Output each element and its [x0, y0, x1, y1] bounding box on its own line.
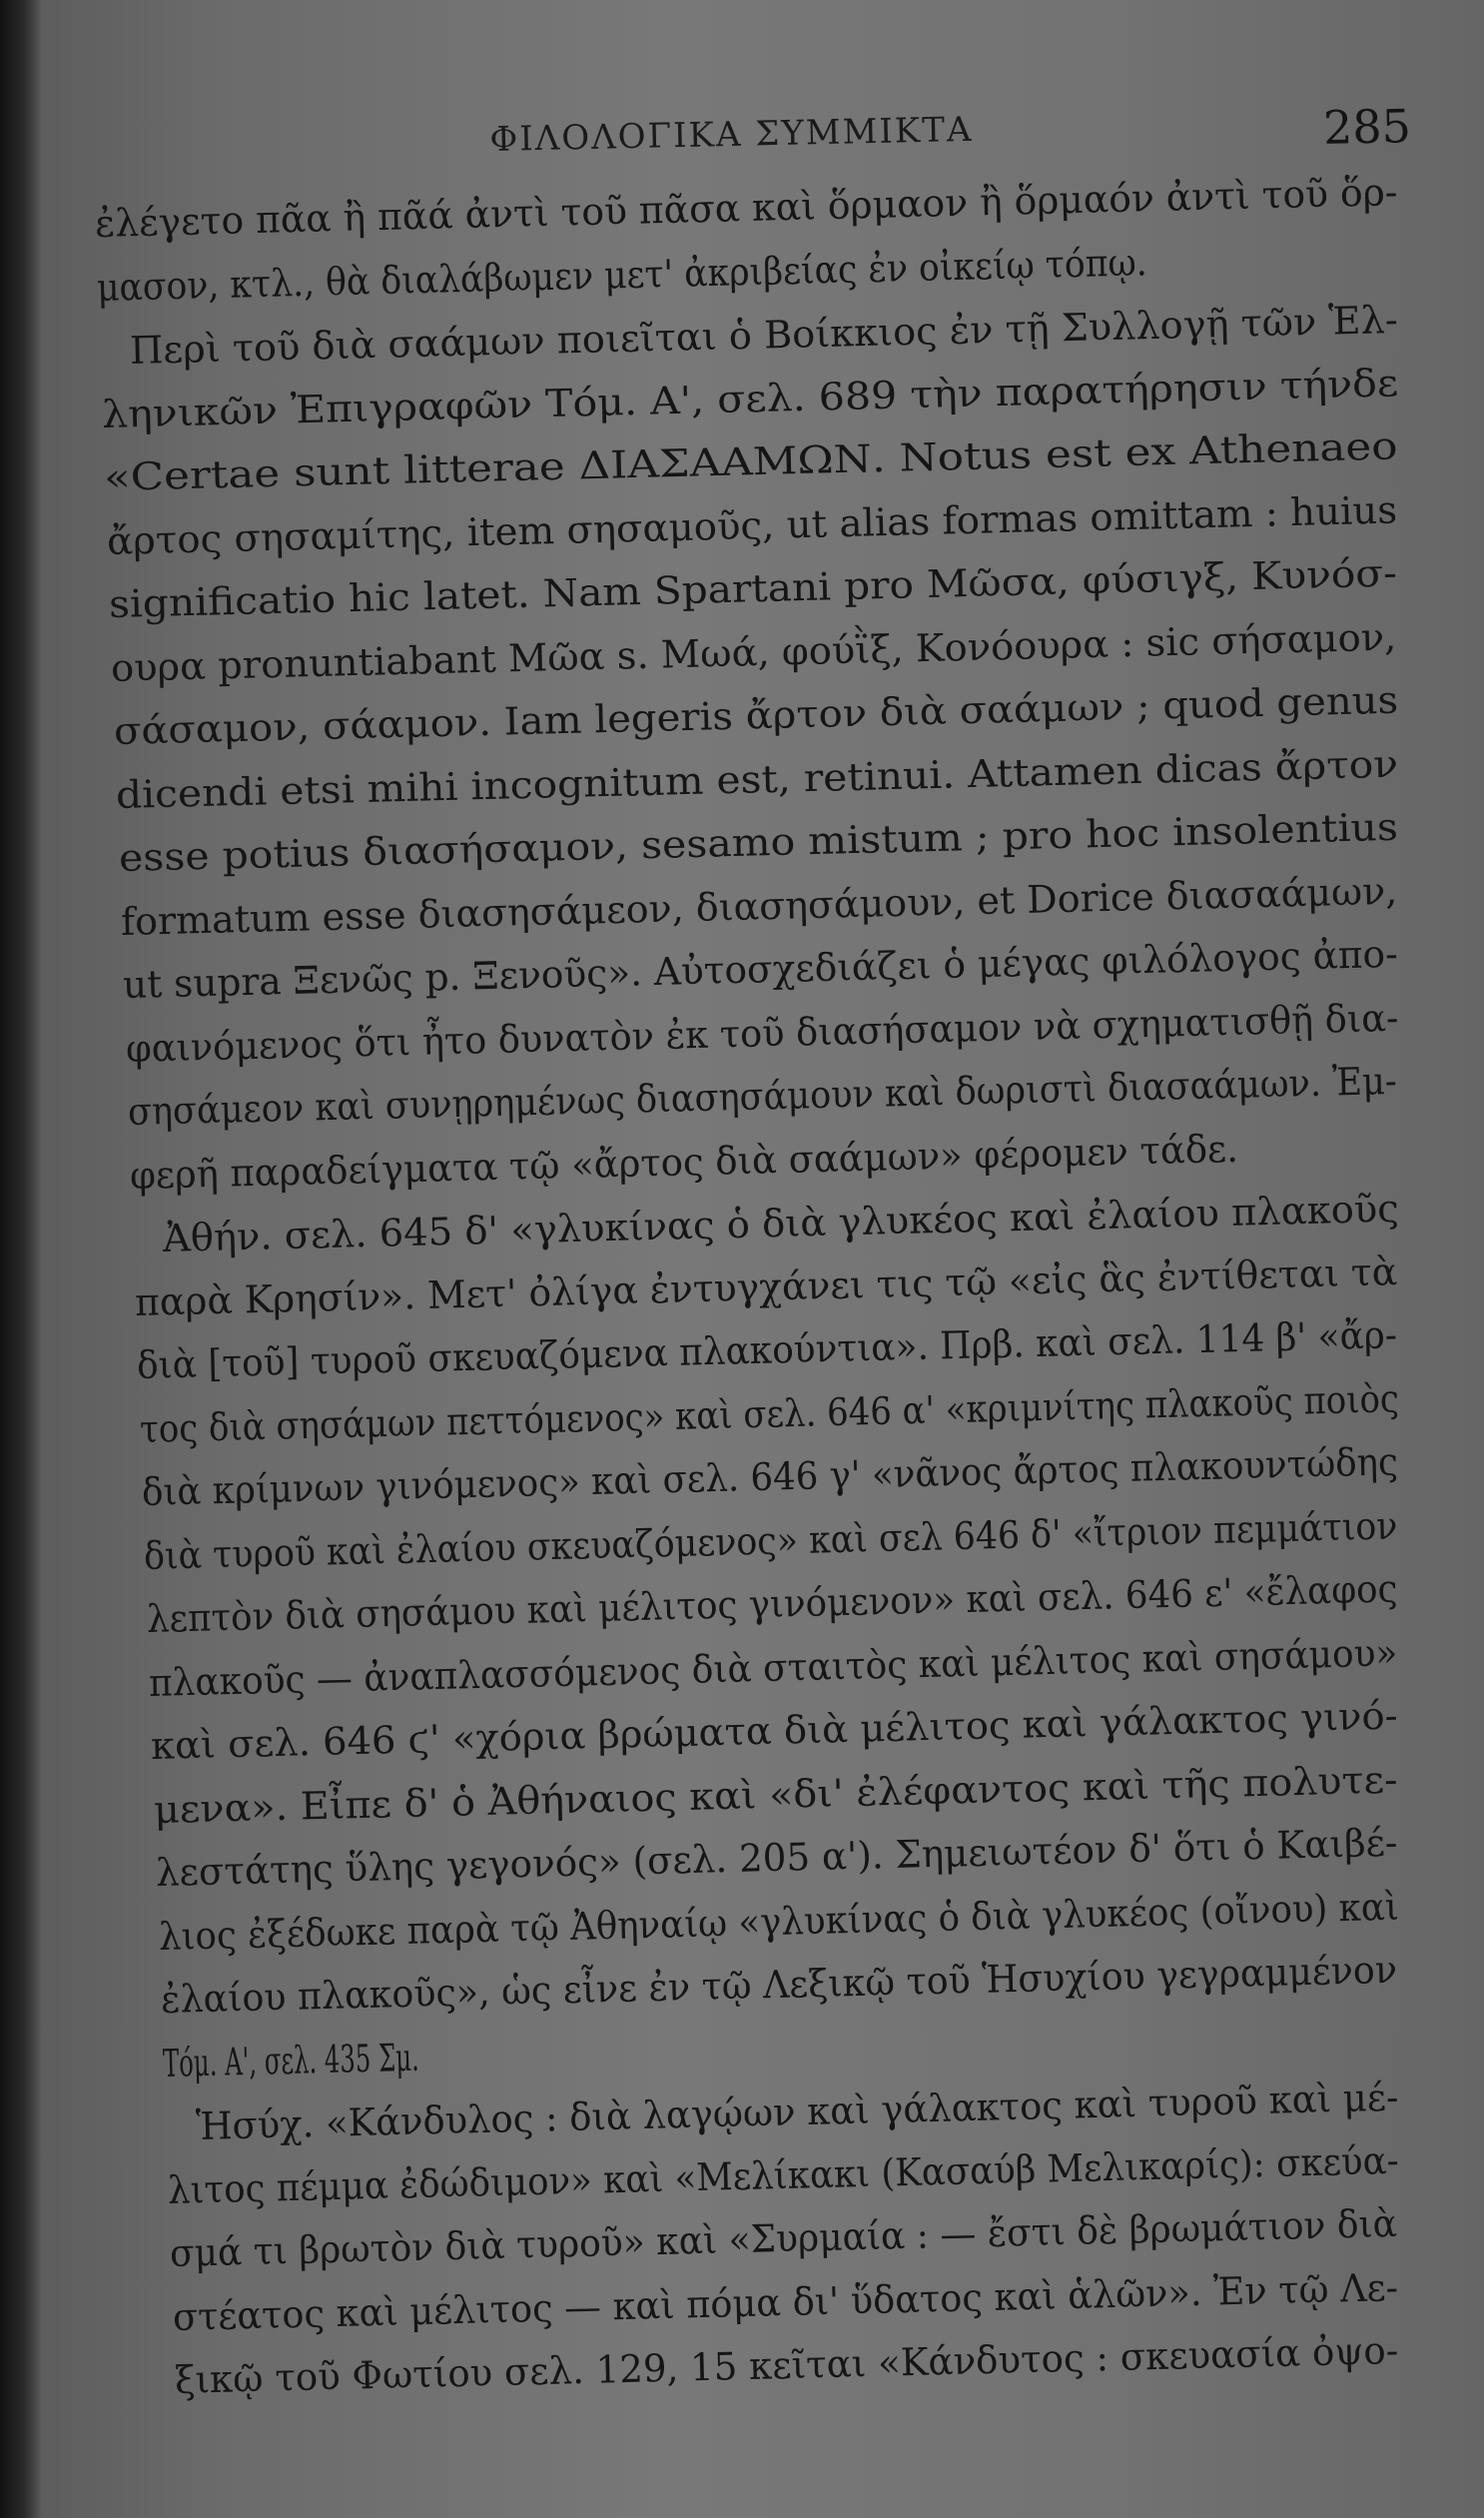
- text-line: διὰ κρίμνων γινόμενος» καὶ σελ. 646 γ' «νᾶνος ἄρτος πλακουντώδης: [141, 1439, 1399, 1514]
- text-line: Τόμ. Α', σελ. 435 Σμ.: [162, 2035, 420, 2086]
- text-line: σάσαμον, σάαμον. Iam legeris ἄρτον διὰ σαάμων ; quod genus: [113, 677, 1399, 753]
- text-line: dicendi etsi mihi incognitum est, retinui. Attamen dicas ἄρτον: [115, 741, 1399, 817]
- text-line: ἐλέγετο πᾶα ἢ πᾶά ἀντὶ τοῦ πᾶσα καὶ ὅρμαον ἢ ὅρμαόν ἀντὶ τοῦ ὅρ-: [94, 170, 1399, 246]
- text-line: ἐλαίου πλακοῦς», ὡς εἶνε ἐν τῷ Λεξικῷ τοῦ Ἡσυχίου γεγραμμένον: [160, 1947, 1398, 2022]
- text-line: ληνικῶν Ἐπιγραφῶν Τόμ. Α', σελ. 689 τὴν παρατήρησιν τήνδε: [101, 360, 1399, 436]
- text-line: σμά τι βρωτὸν διὰ τυροῦ» καὶ «Συρμαία : — ἔστι δὲ βρωμάτιον διὰ: [169, 2200, 1398, 2275]
- text-line: λιος ἐξέδωκε παρὰ τῷ Ἀθηναίῳ «γλυκίνας ὁ διὰ γλυκέος (οἴνου) καὶ: [157, 1884, 1399, 1959]
- text-line: σησάμεον καὶ συνῃρημένως διασησάμουν καὶ δωριστὶ διασαάμων. Ἐμ-: [127, 1058, 1398, 1134]
- text-line: διὰ τυροῦ καὶ ἐλαίου σκευαζόμενος» καὶ σελ 646 δ' «ἴτριον πεμμάτιον: [143, 1502, 1399, 1578]
- text-line: λεστάτης ὕλης γεγονός» (σελ. 205 α'). Σημειωτέον δ' ὅτι ὁ Καιβέ-: [155, 1820, 1399, 1895]
- text-line: καὶ σελ. 646 ϛ' «χόρια βρώματα διὰ μέλιτος καὶ γάλακτος γινό-: [150, 1693, 1399, 1768]
- text-line: διὰ [τοῦ] τυροῦ σκευαζόμενα πλακούντια». Πρβ. καὶ σελ. 114 β' «ἄρ-: [136, 1312, 1398, 1387]
- text-line: ut supra Ξενῶς p. Ξενοῦς». Αὐτοσχεδιάζει ὁ μέγας φιλόλογος ἀπο-: [122, 931, 1399, 1007]
- text-line: μενα». Εἶπε δ' ὁ Ἀθήναιος καὶ «δι' ἐλέφαντος καὶ τῆς πολυτε-: [153, 1757, 1398, 1832]
- running-title: ΦΙΛΟΛΟΓΙΚΑ ΣΥΜΜΙΚΤΑ: [489, 109, 974, 160]
- text-line: Ἡσύχ. «Κάνδυλος : διὰ λαγῴων καὶ γάλακτος καὶ τυροῦ καὶ μέ-: [195, 2075, 1399, 2148]
- text-line: «Certae sunt litterae ΔΙΑΣΑΑΜΩΝ. Notus est ex Athenaeo: [103, 423, 1399, 499]
- text-line: ουρα pronuntiabant Μῶα s. Μωά, φούῒξ, Κονόουρα : sic σήσαμον,: [110, 614, 1398, 690]
- text-line: ἄρτος σησαμίτης, item σησαμοῦς, ut alias formas omittam : huius: [106, 486, 1398, 563]
- text-line: τος διὰ σησάμων πεττόμενος» καὶ σελ. 646 α' «κριμνίτης πλακοῦς ποιὸς: [139, 1375, 1400, 1451]
- text-line: esse potius διασήσαμον, sesamo mistum ; pro hoc insolentius: [117, 804, 1398, 880]
- text-line: φαινόμενος ὅτι ἦτο δυνατὸν ἐκ τοῦ διασήσαμον νὰ σχηματισθῇ δια-: [125, 995, 1399, 1071]
- text-line: significatio hic latet. Nam Spartani pro Μῶσα, φύσιγξ, Κυνόσ-: [108, 550, 1398, 626]
- text-line: λεπτὸν διὰ σησάμου καὶ μέλιτος γινόμενον» καὶ σελ. 646 ε' «ἔλαφος: [146, 1566, 1398, 1641]
- text-line: μασον, κτλ., θὰ διαλάβωμεν μετ' ἀκριβείας ἐν οἰκείῳ τόπῳ.: [96, 239, 1148, 310]
- text-line: Ἀθήν. σελ. 645 δ' «γλυκίνας ὁ διὰ γλυκέος καὶ ἐλαίου πλακοῦς: [162, 1186, 1399, 1260]
- text-line: Περὶ τοῦ διὰ σαάμων ποιεῖται ὁ Βοίκκιος ἐν τῇ Συλλογῇ τῶν Ἑλ-: [129, 297, 1398, 373]
- text-line: παρὰ Κρησίν». Μετ' ὀλίγα ἐντυγχάνει τις τῷ «εἰς ἃς ἐντίθεται τὰ: [134, 1249, 1398, 1324]
- page-number: 285: [1322, 99, 1412, 155]
- text-line: στέατος καὶ μέλιτος — καὶ πόμα δι' ὕδατος καὶ ἁλῶν». Ἐν τῷ Λε-: [172, 2264, 1399, 2339]
- text-line: λιτος πέμμα ἐδώδιμον» καὶ «Μελίκακι (Κασαύβ Μελικαρίς): σκεύα-: [167, 2137, 1400, 2212]
- text-line: πλακοῦς — ἀναπλασσόμενος διὰ σταιτὸς καὶ μέλιτος καὶ σησάμου»: [148, 1629, 1398, 1705]
- text-line: φερῆ παραδείγματα τῷ «ἄρτος διὰ σαάμων» φέρομεν τάδε.: [129, 1126, 1239, 1198]
- text-line: ξικῷ τοῦ Φωτίου σελ. 129, 15 κεῖται «Κάνδυτος : σκευασία ὀψο-: [174, 2328, 1399, 2402]
- text-line: formatum esse διασησάμεον, διασησάμουν, et Dorice διασαάμων,: [120, 868, 1398, 944]
